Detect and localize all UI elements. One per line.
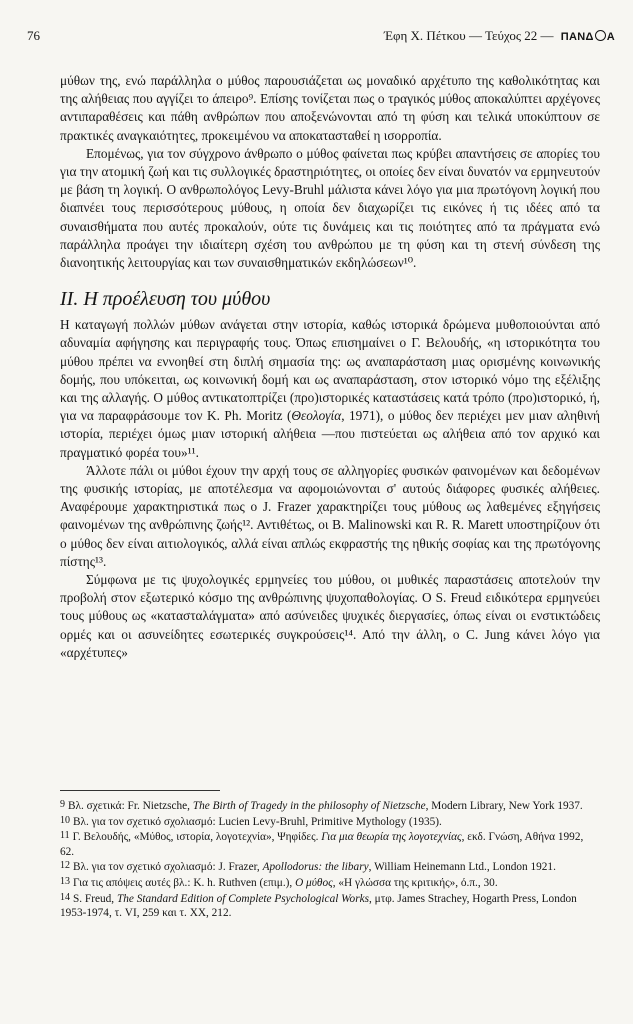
section-title: ΙΙ. Η προέλευση του μύθου [60,288,271,311]
footnote [60,875,600,891]
paragraph-3 [60,316,600,462]
page-header [27,28,615,46]
paragraph-2: Επομένως, για τον σύγχρονο άνθρωπο ο μύθος φαίνεται πως κρύβει απαντήσεις σε απορίες του για την ατομική ζωή και τις συλλογικές δραστηριότητες, οι οποίες δεν είναι δυνατόν να ερμηνευτούν με βάση τη λογική. Ο ανθρωπολόγος Levy-Bruhl μάλιστα κάνει λόγο για μια πρωτόγονη λογική που διαπνέει τους περισσότερους μύθους, η οποία δεν διαχωρίζει τις εικόνες ή τις ιδέες από τα συναισθήματα που αυτές προκαλούν, ούτε τις δυνάμεις και τις ποιότητες από τα πράγματα ενώ παράλληλα προάγει την ιδιαίτερη σχέση του ανθρώπου με τη φύση και τη στενή σύνδεση της διανοητικής λειτουργίας και των συναισθηματικών εκδηλώσεων¹⁰. [60,145,600,271]
main-text [60,72,600,662]
footnote-text-tail: , εκδ. Γνώση, Αθήνα 1992, 62. [60,831,584,858]
running-head [384,28,615,44]
footnote-text-tail: , Modern Library, New York 1937. [425,800,583,812]
footnote-divider [60,790,220,791]
footnote [60,891,600,921]
footnotes [60,798,600,921]
paragraph-3-part-a: Η καταγωγή πολλών μύθων ανάγεται στην ιστορία, καθώς ιστορικά δρώμενα μυθοποιούνται από αδυναμία αφήγησης και περιγραφής τους. Όπως επισημαίνει ο Γ. Βελουδής, «η ιστορικότητα του μύθου πρέπει να εννοηθεί στη διπλή σημασία της: ως αναπαράσταση μιας ορισμένης κοινωνικής δομής, που υπόκειται, ως κοινωνική δομή και ως αναπαράσταση, στον ιστορικό νόμο της εξέλιξης και της αλλαγής. Ο μύθος αντικατοπτρίζει (προ)ιστορικές καταστάσεις κατά τρόπο (προ)ιστορικό, ή, για να παραφράσουμε τον K. Ph. Moritz ( [60,317,600,424]
paragraph-5: Σύμφωνα με τις ψυχολογικές ερμηνείες του μύθου, οι μυθικές παραστάσεις αποτελούν την προβολή στον εξωτερικό κόσμο της ανθρώπινης ψυχοπαθολογίας. Ο S. Freud ειδικότερα ερμηνεύει τους μύθους ως «κατασταλάγματα» από ασύνειδες ψυχικές διεργασίες, όπως είναι οι ενστικτώδεις ορμές και οι ασυνείδητες εσωτερικές συγκρούσεις¹⁴. Από την άλλη, ο C. Jung κάνει λόγο για «αρχέτυπες» [60,572,600,660]
footnote-number: 13 [60,875,70,887]
footnote-number: 9 [60,799,65,810]
paragraph-3-italic: Θεολογία [291,408,342,424]
page-number: 76 [27,28,40,43]
footnote-title: The Birth of Tragedy in the philosophy of Nietzsche [192,800,426,812]
footnote-title: Ο μύθος [295,876,333,889]
footnote-number: 10 [60,814,70,826]
footnote [60,859,600,875]
footnote-text-tail: , «Η γλώσσα της κριτικής», ό.π., 30. [332,876,498,889]
paragraph-4: Άλλοτε πάλι οι μύθοι έχουν την αρχή τους σε αλληγορίες φυσικών φαινομένων και δεδομένων της φυσικής ιστορίας, με αποτέλεσμα να αφομοιώνονται σ' αυτούς διάφορες φυσικές αλήθειες. Αναφέρουμε χαρακτηριστικά πως ο J. Frazer χαρακτηρίζει τους μύθους ως λαθεμένες εξηγήσεις φαινομένων της ανθρώπινης ζωής¹². Αντιθέτως, οι B. Malinowski και R. R. Marett υποστηρίζουν ότι ο μύθος δεν είναι αιτιολογικός, αλλά είναι απλώς εκφραστής της ηθικής σοφίας και της πρωτόγονης πίστης¹³. [60,462,600,569]
footnote-text: Βλ. για τον σχετικό σχολιασμό: Lucien Levy-Bruhl, Primitive Mythology (1935). [73,815,442,828]
footnote-number: 11 [60,830,70,842]
footnote-number: 12 [60,860,70,872]
footnote-title: Για μια θεωρία της λογοτεχνίας [321,831,462,844]
footnote-number: 14 [60,891,70,903]
paragraph-3-part-b: , 1971), ο μύθος δεν περιέχει μεν μιαν αληθινή ιστορία, περιέχει όμως μιαν ιστορική αλήθεια —που πιστεύεται ως αλήθεια από τον αρχικό και πραγματικό φορέα του»¹¹. [60,408,600,460]
footnote [60,814,600,830]
footnote-text: Γ. Βελουδής, «Μύθος, ιστορία, λογοτεχνία», Ψηφίδες. [72,831,322,844]
owl-emblem-icon [595,30,606,41]
footnote-text: Για τις απόψεις αυτές βλ.: K. h. Ruthven (επιμ.), [73,876,296,889]
footnote-text-tail: , William Heinemann Ltd., London 1921. [368,861,556,874]
footnote-title: The Standard Edition of Complete Psychological Works [116,892,370,905]
logo-text-right: Α [606,31,615,43]
footnote-text: Βλ. σχετικά: Fr. Nietzsche, [68,800,193,812]
footnote-text: S. Freud, [73,892,117,905]
footnote [60,798,600,814]
journal-logo [561,31,615,43]
paragraph-1: μύθων της, ενώ παράλληλα ο μύθος παρουσιάζεται ως μοναδικό αρχέτυπο της καθολικότητας και της αλήθειας που αγγίζει το άπειρο⁹. Επίσης τονίζεται πως ο τραγικός μύθος αποκαλύπτει αρχέγονες αντιπαραθέσεις και πάθη ανθρώπων που αποξενώνονται από τη φύση και τελικά υποκύπτουν σε πρακτικές αναγκαιότητες, προκειμένου να αποκατασταθεί η ισορροπία. [60,73,600,143]
footnote-text: Βλ. για τον σχετικό σχολιασμό: J. Frazer, [73,861,263,874]
footnote-text-tail: , μτφ. James Strachey, Hogarth Press, London 1953-1974, τ. VI, 259 και τ. XX, 212. [60,892,577,920]
footnote [60,829,600,859]
running-head-text: Έφη Χ. Πέτκου — Τεύχος 22 — [383,28,554,43]
footnote-title: Apollodorus: the libary [262,861,369,874]
logo-text-left: ΠΑΝΔ [560,31,594,43]
